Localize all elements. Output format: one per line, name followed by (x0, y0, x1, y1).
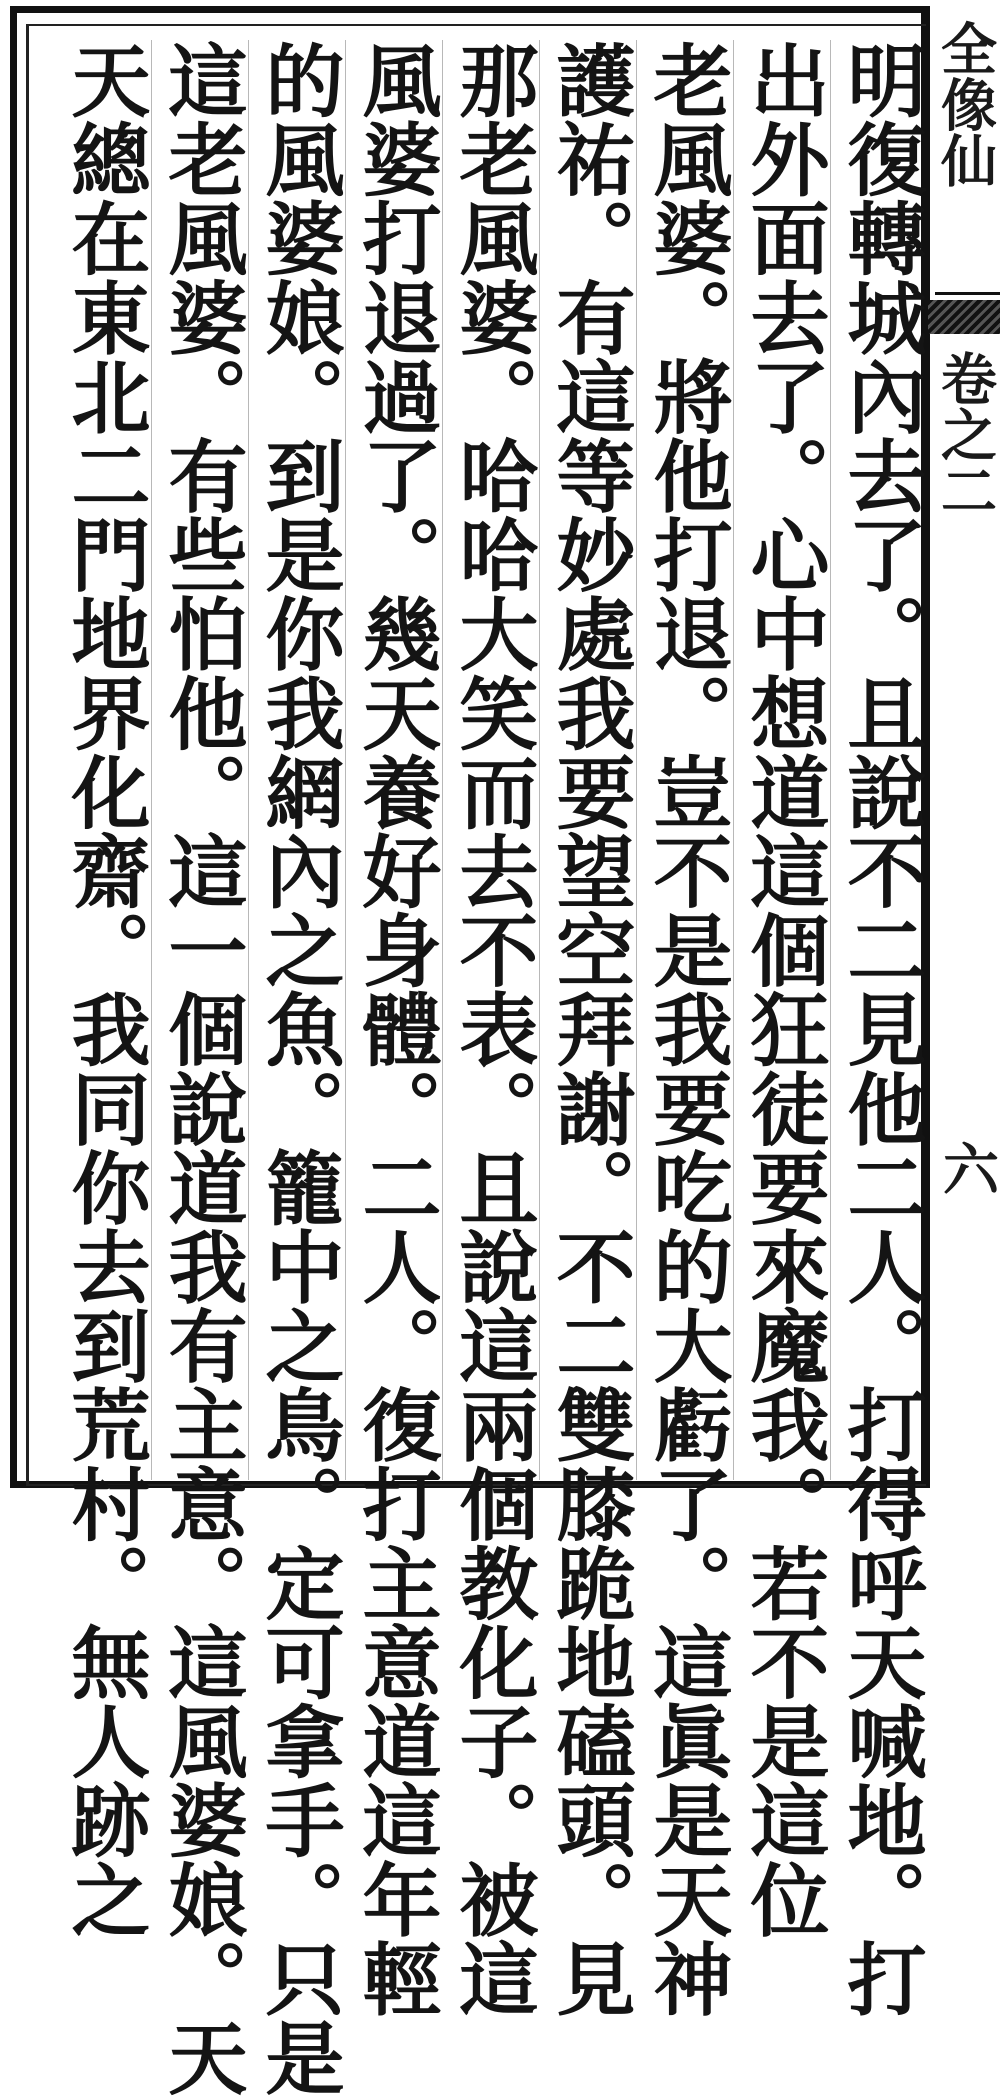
margin-book-title: 全像仙 (932, 20, 998, 188)
text-column-1: 明復轉城內去了。且說不二見他二人。打得呼天喊地。打 (834, 40, 927, 2018)
text-column-2: 出外面去了。心中想道這個狂徒要來魔我。若不是這位 (737, 40, 830, 1939)
text-column-9: 天總在東北二門地界化齋。我同你去到荒村。無人跡之 (58, 40, 151, 1939)
text-column-7: 的風婆娘。到是你我網內之魚。籠中之鳥。定可拿手。只是 (252, 40, 345, 2097)
fish-tail-rule (935, 292, 1000, 295)
text-column-8: 這老風婆。有些怕他。這一個說道我有主意。這風婆娘。天 (155, 40, 248, 2097)
text-column-4: 護祐。有這等妙處我要望空拜謝。不二雙膝跪地磕頭。見 (543, 40, 636, 2018)
text-column-6: 風婆打退過了。幾天養好身體。二人。復打主意道這年輕 (349, 40, 442, 2018)
text-column-5: 那老風婆。哈哈大笑而去不表。且說這兩個教化子。被這 (446, 40, 539, 2018)
margin-rule (928, 6, 930, 1488)
text-column-3: 老風婆。將他打退。豈不是我要吃的大虧了。這眞是天神 (640, 40, 733, 2018)
fish-tail-ornament (928, 300, 1000, 334)
margin-volume: 卷之二 (932, 350, 998, 518)
margin-page-number: 六 (934, 1140, 1000, 1196)
